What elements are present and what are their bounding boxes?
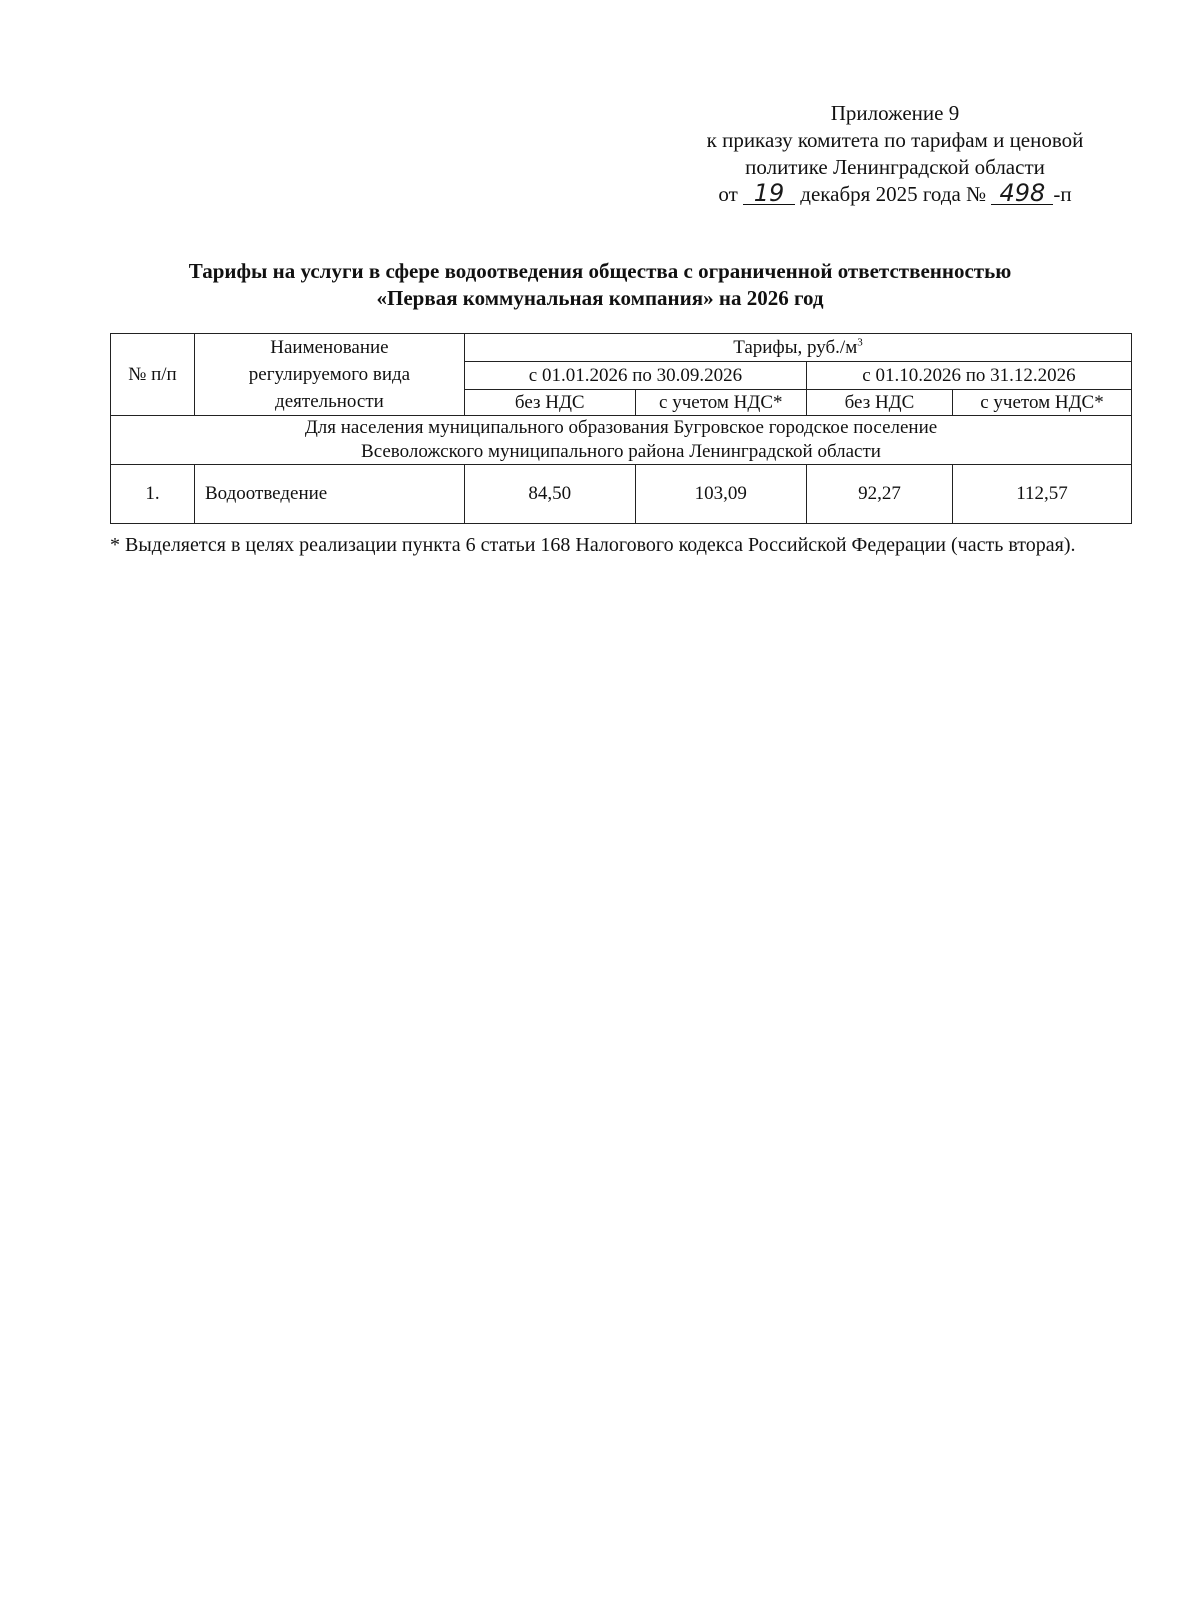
header-period-1: с 01.01.2026 по 30.09.2026 xyxy=(464,362,806,390)
group-header xyxy=(111,416,1132,465)
header-activity-line-1: Наименование xyxy=(270,337,389,358)
header-p1-with-vat: с учетом НДС* xyxy=(635,390,806,416)
handwritten-order-number: 498 xyxy=(991,182,1053,205)
header-p2-without-vat: без НДС xyxy=(806,390,952,416)
row-p2-with-vat: 112,57 xyxy=(952,465,1131,524)
group-line-2: Всеволожского муниципального района Ленинградской области xyxy=(361,441,881,462)
header-p2-with-vat: с учетом НДС* xyxy=(952,390,1131,416)
header-activity xyxy=(194,334,464,416)
row-p1-with-vat: 103,09 xyxy=(635,465,806,524)
header-tariffs: Тарифы, $руб./м^3$ xyxy=(464,334,1131,362)
date-prefix: от xyxy=(718,182,738,206)
header-activity-line-3: деятельности xyxy=(275,391,384,412)
appendix-date-line xyxy=(660,181,1130,208)
date-month-year: декабря 2025 года № xyxy=(800,182,987,206)
header-period-2: с 01.10.2026 по 31.12.2026 xyxy=(806,362,1131,390)
appendix-authority: политике Ленинградской области xyxy=(745,155,1045,179)
title-line-2: «Первая коммунальная компания» на 2026 год xyxy=(376,286,824,310)
order-suffix: -п xyxy=(1053,182,1072,206)
row-p2-without-vat: 92,27 xyxy=(806,465,952,524)
handwritten-day: 19 xyxy=(743,182,795,205)
row-p1-without-vat: 84,50 xyxy=(464,465,635,524)
document-title xyxy=(100,258,1100,312)
unit-superscript: 3 xyxy=(857,336,863,349)
header-num: № п/п xyxy=(111,334,195,416)
group-row xyxy=(111,416,1132,465)
title-line-1: Тарифы на услуги в сфере водоотведения общества с ограниченной ответственностью xyxy=(188,259,1012,283)
header-activity-line-2: регулируемого вида xyxy=(248,364,411,385)
row-num: 1. xyxy=(111,465,195,524)
footnote: * Выделяется в целях реализации пункта 6 статьи 168 Налогового кодекса Российской Федерации (часть вторая). xyxy=(110,534,1076,556)
appendix-title: Приложение 9 xyxy=(830,101,960,125)
header-row-1 xyxy=(111,334,1132,362)
row-activity: Водоотведение xyxy=(194,465,464,524)
table-row xyxy=(111,465,1132,524)
group-line-1: Для населения муниципального образования Бугровское городское поселение xyxy=(304,417,938,438)
tariffs-table xyxy=(110,333,1132,524)
appendix-header xyxy=(660,100,1130,208)
appendix-order-ref: к приказу комитета по тарифам и ценовой xyxy=(706,128,1084,152)
header-p1-without-vat: без НДС xyxy=(464,390,635,416)
